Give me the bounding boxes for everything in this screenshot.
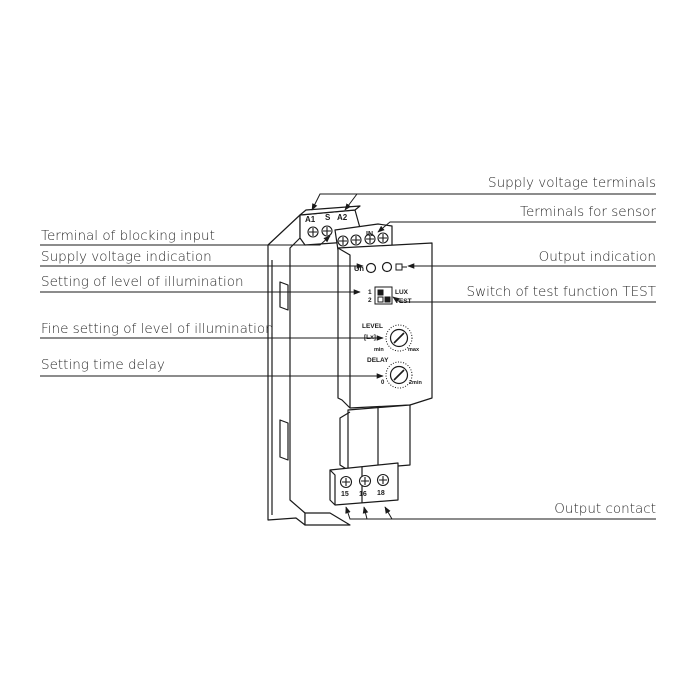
lower-neck <box>348 405 410 470</box>
out-18-label: 18 <box>377 490 385 497</box>
switch-lux-label: LUX <box>395 289 408 296</box>
delay-title: DELAY <box>367 357 389 364</box>
terminal-a2-label: A2 <box>337 213 348 222</box>
label-switch-of-test-function: Switch of test function TEST <box>466 284 656 300</box>
label-setting-level-of-illumination: Setting of level of illumination <box>41 274 244 290</box>
terminal-in-label: IN <box>366 231 373 238</box>
supply-led-icon <box>367 264 376 273</box>
test-switch <box>375 287 392 304</box>
label-terminals-for-sensor: Terminals for sensor <box>520 204 656 220</box>
level-min: min <box>374 347 384 353</box>
leader-sensor-terminals <box>378 222 656 232</box>
label-terminal-of-blocking-input: Terminal of blocking input <box>41 228 215 244</box>
bottom-terminal-screws <box>341 475 389 488</box>
switch-test-label: TEST <box>395 298 412 305</box>
label-supply-voltage-terminals: Supply voltage terminals <box>488 175 656 191</box>
label-setting-time-delay: Setting time delay <box>41 357 165 373</box>
out-16-label: 16 <box>359 491 367 498</box>
delay-min: 0 <box>381 380 385 386</box>
delay-max: 2min <box>409 380 422 386</box>
switch-pos-1: 1 <box>368 289 372 296</box>
level-title: LEVEL <box>362 323 383 330</box>
label-output-indication: Output indication <box>538 249 656 265</box>
level-unit: [Lx] <box>364 334 376 341</box>
out-15-label: 15 <box>341 491 349 498</box>
terminal-a1-label: A1 <box>305 215 316 224</box>
device-side-panel <box>268 215 305 525</box>
switch-pos-2: 2 <box>368 297 372 304</box>
label-output-contact: Output contact <box>554 501 656 517</box>
output-led-icon <box>383 263 392 272</box>
label-fine-setting-level: Fine setting of level of illumination <box>41 321 274 337</box>
un-mark: Un <box>354 264 364 273</box>
level-max: max <box>408 347 420 353</box>
label-supply-voltage-indication: Supply voltage indication <box>41 249 212 265</box>
terminal-s-label: S <box>325 213 331 222</box>
